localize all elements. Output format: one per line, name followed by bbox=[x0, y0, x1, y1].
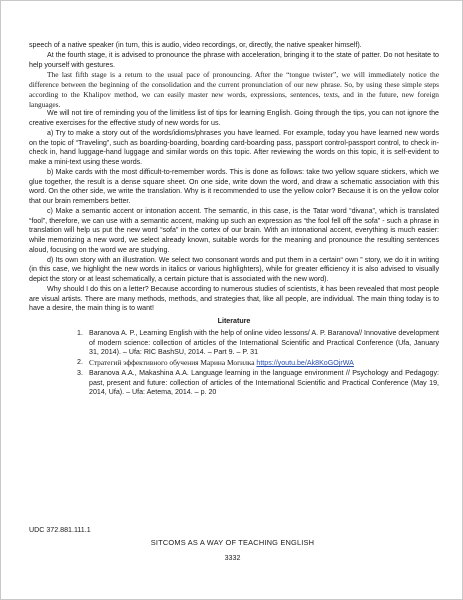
paragraph-tips: We will not tire of reminding you of the limitless list of tips for learning English. Going through the tips, you can not ignore the creative exercises for the effective study of new words for us. bbox=[29, 109, 439, 127]
paragraph-tip-d: d) Its own story with an illustration. We select two consonant words and put them in a certain“ own ” story, we do it in writing (in this case, we highlight the new words in italics or various highlighters), while for greater efficiency it is also advised to visually depict the story or at least schematically, a certain picture that is associated with the new word). bbox=[29, 255, 439, 283]
youtube-link[interactable]: https://youtu.be/Ak8KoGOjrWA bbox=[256, 359, 354, 367]
literature-item-number: 3. bbox=[77, 368, 83, 377]
paragraph-tip-a: a) Try to make a story out of the words/idioms/phrases you have learned. For example, today you have learned new words on the topic of “Traveling”, such as boarding-boarding, boarding card-boarding pass, passport control-passport control, to check in-check in, hand luggage-hand luggage and similar words on this topic. After reviewing the words on this topic, it is self-evident to make a mini-text using these words. bbox=[29, 128, 439, 166]
article-title: SITCOMS AS A WAY OF TEACHING ENGLISH bbox=[150, 538, 315, 547]
paragraph-tip-c: c) Make a semantic accent or intonation accent. The semantic, in this case, is the Tatar word “divana”, which is translated “fool”, therefore, we can use with a semantic accent, making up such an expression as “the fool fell off the sofa” - such a phrase in translation will help us put the new word “sofa” in the cortex of our brain. With an intonational accent, everything is much easier: while memorizing a new word, we select already known, suitable words for the meaning and pronounce the resulting sentences aloud, focusing on the word we are studying. bbox=[29, 206, 439, 254]
page-number: 3332 bbox=[224, 554, 241, 562]
paragraph-fifth-stage: The last fifth stage is a return to the usual pace of pronouncing. After the “tongue twister”, we will immediately notice the difference between the beginning of the consolidation and the current pronunciation of our new phrase. So, by using these simple steps according to the Khalipov method, we can easily master new words, expressions, sentences, texts, and in the future, new foreign languages. bbox=[29, 70, 439, 109]
literature-heading: Literature bbox=[217, 317, 251, 325]
literature-item bbox=[77, 368, 439, 398]
literature-item-number: 2. bbox=[77, 358, 83, 366]
literature-item-text: Стратегий эффективного обучения Марина Могилка bbox=[89, 358, 255, 367]
paragraph-fourth-stage: At the fourth stage, it is advised to pronounce the phrase with acceleration, bringing it to the state of patter. Do not hesitate to help yourself with gestures. bbox=[29, 50, 439, 69]
literature-item bbox=[77, 328, 439, 358]
article-body bbox=[29, 41, 439, 398]
literature-list bbox=[29, 329, 439, 398]
paragraph-tip-b: b) Make cards with the most difficult-to-remember words. This is done as follows: take two yellow square stickers, which we glue together, the result is a dense square sheet. On one side, write down the word, and draw a schematic association with this word. On the other side, we write the translation. Why is it recommended to use the yellow color? Because it is on the yellow color that our brain remembers better. bbox=[29, 167, 439, 205]
literature-item-text: Baranova A. P., Learning English with the help of online video lessons/ A. P. Baranova// Innovative development of modern science: collection of articles of the International Scientific and Practical Conference (Ufa, January 31, 2014). – Ufa: RIC BashSU, 2014. – Part 9. – P. 31 bbox=[89, 328, 439, 357]
udc-code: UDC 372.881.111.1 bbox=[29, 526, 91, 534]
literature-item-text: Baranova A.A., Makashina A.A. Language learning in the language environment // Psychology and Pedagogy: past, present and future: collection of articles of the International Scientific and Practical Conference (May 19, 2014, Ufa). – Ufa: Aetema, 2014. – p. 20 bbox=[89, 368, 439, 397]
literature-item-number: 1. bbox=[77, 328, 83, 337]
paragraph-conclusion: Why should I do this on a letter? Because according to numerous studies of scientists, it has been revealed that most people are visual artists. There are many methods, methods, and strategies that, like all people, are individual. The main thing today is to have a desire, the main thing is to want! bbox=[29, 284, 439, 313]
literature-item bbox=[77, 358, 439, 369]
paragraph-continuation: speech of a native speaker (in turn, this is audio, video recordings, or, directly, the native speaker himself). bbox=[29, 41, 362, 49]
